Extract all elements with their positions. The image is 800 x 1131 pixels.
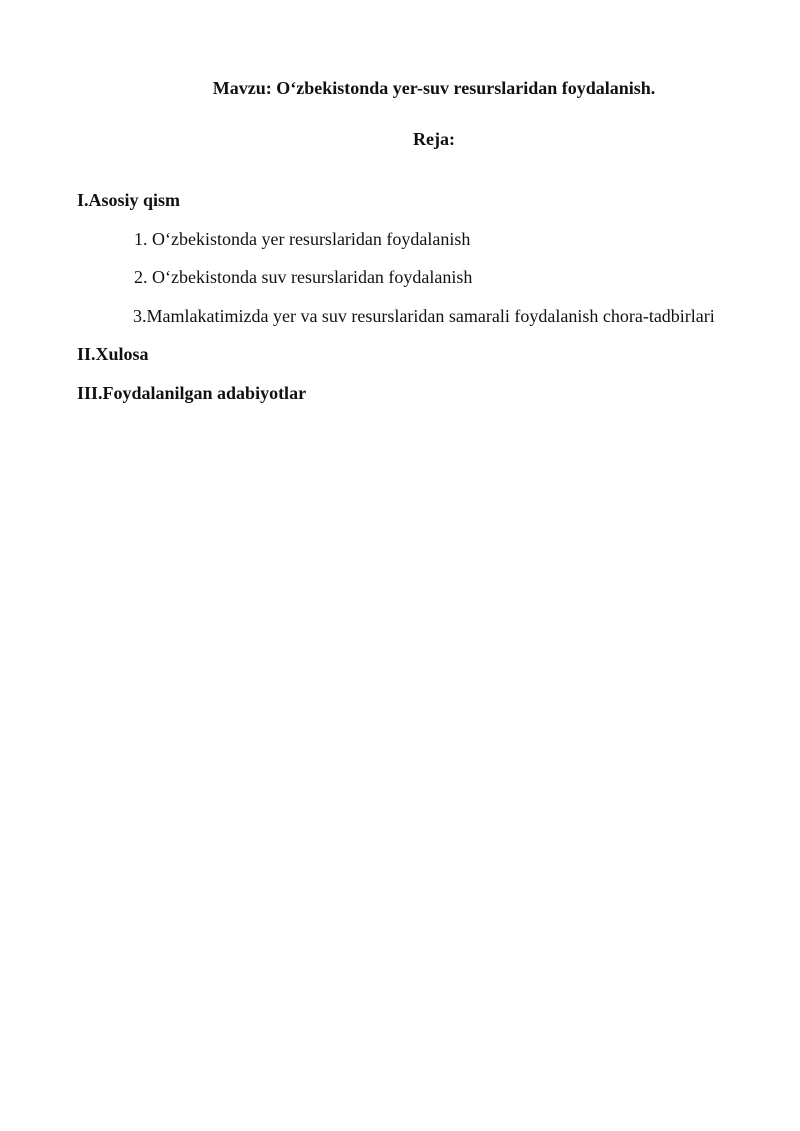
plan-heading: Reja:: [413, 129, 455, 149]
plan-item-1: 1. O‘zbekistonda yer resurslaridan foydalanish: [134, 229, 471, 249]
section-conclusion: II.Xulosa: [77, 344, 149, 364]
section-references: III.Foydalanilgan adabiyotlar: [77, 383, 307, 403]
plan-item-3: 3.Mamlakatimizda yer va suv resurslaridan samarali foydalanish chora-tadbirlari: [133, 306, 715, 326]
document-title: Mavzu: O‘zbekistonda yer-suv resurslaridan foydalanish.: [212, 78, 656, 98]
section-main-part: I.Asosiy qism: [77, 190, 181, 210]
plan-item-2: 2. O‘zbekistonda suv resurslaridan foydalanish: [134, 267, 473, 287]
